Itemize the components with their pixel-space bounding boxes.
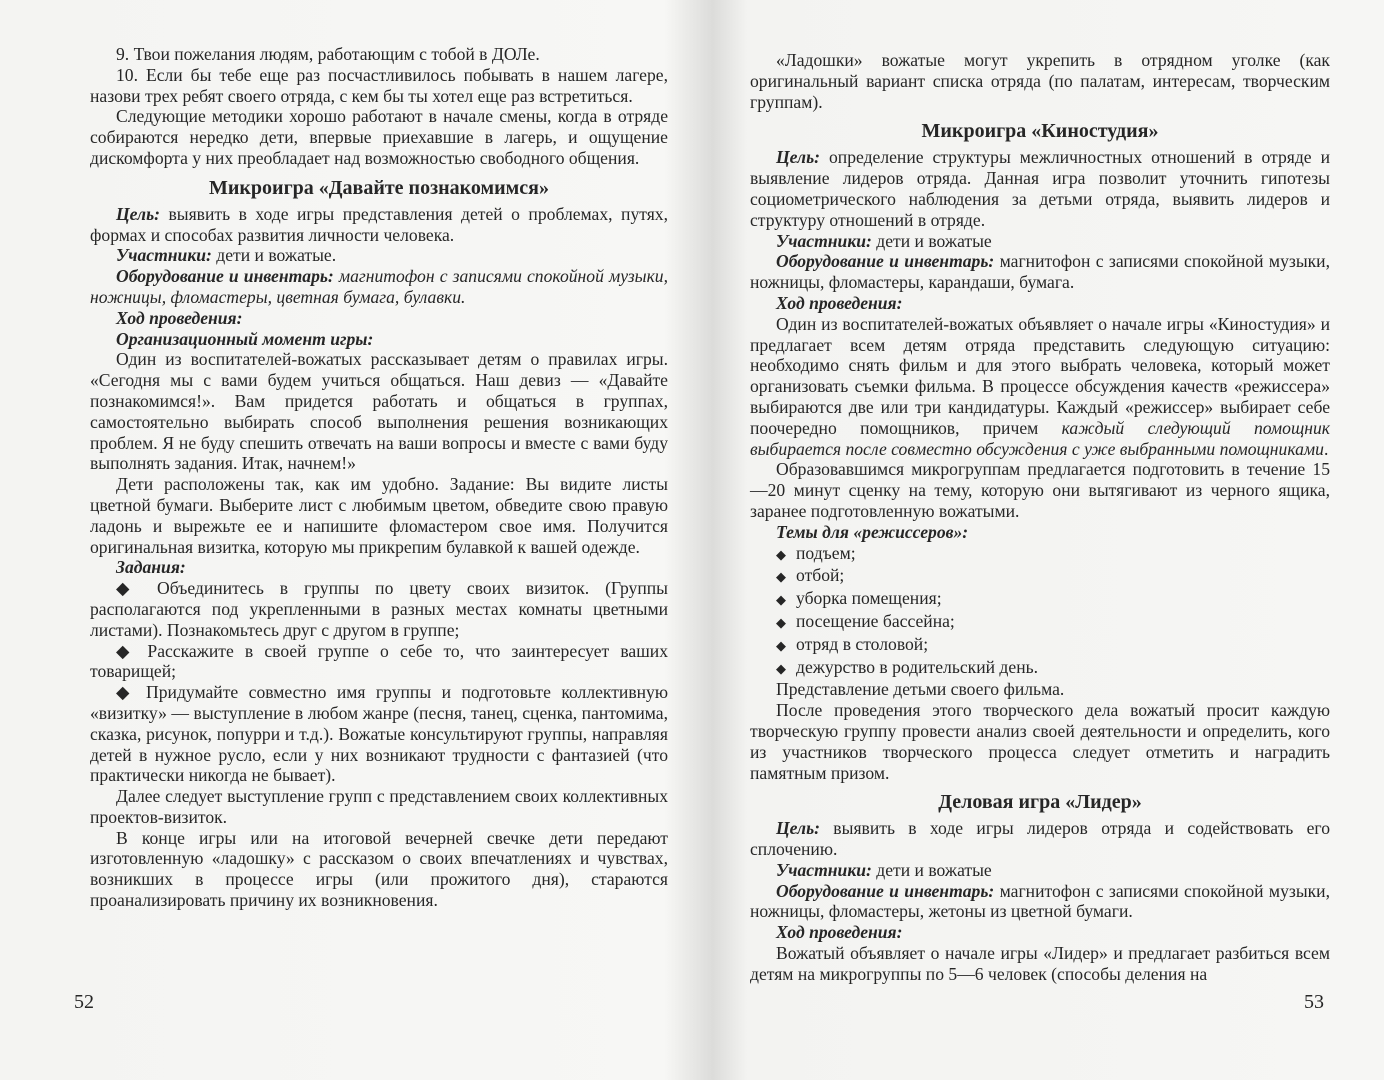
equipment-label: Оборудование и инвентарь: [116, 266, 334, 287]
participants-paragraph [750, 231, 1330, 252]
theme-item [750, 588, 1330, 611]
bullet-icon: ◆ [776, 546, 786, 562]
task-item [90, 641, 668, 683]
question-10: 10. Если бы тебе еще раз посчастливилось побывать в нашем лагере, назови трех ребят своего отряда, с кем бы ты хотел еще раз встретиться. [90, 64, 668, 106]
presentation-paragraph: Представление детьми своего фильма. [776, 679, 1065, 700]
goal-label: Цель: [116, 203, 160, 224]
theme-text: отбой; [796, 565, 845, 586]
goal-label: Цель: [776, 818, 820, 839]
groups-paragraph: Образовавшимся микрогруппам предлагается подготовить в течение 15—20 минут сценку на тему, которую они вытягивают из черного ящика, заранее подготовленную вожатыми. [750, 459, 1330, 521]
theme-item [750, 657, 1330, 680]
theme-text: посещение бассейна; [796, 610, 955, 631]
after-paragraph: После проведения этого творческого дела вожатый просит каждую творческую группу провести анализ своей деятельности и определить, кого из участников творческого процесса следует отметить и наградить памятным призом. [750, 700, 1330, 783]
theme-item [750, 543, 1330, 566]
participants-label: Участники: [776, 230, 872, 251]
participants-text: дети и вожатые [871, 859, 992, 880]
participants-paragraph [750, 860, 1330, 881]
participants-text: дети и вожатые [871, 230, 992, 251]
right-page-text [750, 50, 1330, 985]
right-page [694, 0, 1384, 1080]
goal-text: определение структуры межличностных отношений в отряде и выявление лидеров отряда. Данная игра позволит уточнить гипотезы социометрического наблюдения за детьми отряда, выявить лидеров и структуру отношений в отряде. [750, 147, 1330, 230]
goal-paragraph [750, 147, 1330, 230]
tasks-label: Задания: [116, 557, 186, 578]
participants-paragraph [90, 245, 668, 266]
bullet-icon: ◆ [776, 637, 786, 653]
equipment-paragraph [750, 251, 1330, 293]
goal-paragraph [90, 204, 668, 246]
methods-paragraph: Следующие методики хорошо работают в начале смены, когда в отряде собираются нередко дети, впервые приехавшие в лагерь, и ощущение дискомфорта у них преобладает над возможностью свободного общения. [90, 106, 668, 168]
theme-text: дежурство в родительский день. [796, 656, 1039, 677]
task-text: Объединитесь в группы по цвету своих визиток. (Группы располагаются под укрепленными в разных местах комнаты цветными листами). Познакомьтесь друг с другом в группе; [90, 578, 669, 640]
equipment-text: магнитофон с записями спокойной музыки, ножницы, фломастеры, цветная бумага, булавки. [90, 266, 668, 307]
left-page-text [90, 44, 668, 911]
equipment-label: Оборудование и инвентарь: [776, 251, 995, 272]
bullet-icon: ◆ [776, 614, 786, 630]
task-text: Придумайте совместно имя группы и подготовьте коллективную «визитку» — выступление в любом жанре (песня, танец, сценка, пантомима, сказка, рисунок, попурри и т.д.). Вожатые консультируют группы, направляя детей в нужное русло, если у них возникают трудности с фантазией (что практически никогда не бывает). [90, 682, 668, 786]
theme-item [750, 565, 1330, 588]
page-number-right: 53 [1304, 991, 1324, 1013]
equipment-text: магнитофон с записями спокойной музыки, ножницы, фломастеры, жетоны из цветной бумаги. [750, 880, 1330, 922]
bullet-icon: ◆ [116, 578, 142, 599]
equipment-text: магнитофон с записями спокойной музыки, ножницы, фломастеры, карандаши, бумага. [750, 251, 1330, 293]
equipment-paragraph [90, 266, 668, 308]
goal-text: выявить в ходе игры лидеров отряда и содействовать его сплочению. [750, 818, 1330, 860]
bullet-icon: ◆ [116, 682, 136, 703]
procedure-text: Один из воспитателей-вожатых объявляет о начале игры «Киностудия» и предлагает всем детям отряда представить следующую ситуацию: необходимо снять фильм и для этого выбрать человека, который может организовать съемки фильма. В процессе обсуждения качеств «режиссера» выбираются две или три кандидатуры. Каждый «режиссер» выбирает себе поочередно помощников, причем [750, 313, 1330, 438]
seating-text: Дети расположены так, как им удобно. Задание: Вы видите листы цветной бумаги. Выберите лист с любимым цветом, обведите свою правую ладонь и вырежьте ее и напишите фломастером свое имя. Получится оригинальная визитка, которую мы прикрепим булавкой к вашей одежде. [90, 474, 668, 557]
section-title: Деловая игра «Лидер» [938, 791, 1142, 814]
equipment-label: Оборудование и инвентарь: [776, 880, 995, 901]
intro-paragraph: «Ладошки» вожатые могут укрепить в отрядном уголке (как оригинальный вариант списка отряда (по палатам, интересам, творческим группам). [750, 50, 1330, 112]
after-text: Далее следует выступление групп с представлением своих коллективных проектов-визиток. [90, 786, 668, 827]
participants-label: Участники: [776, 859, 872, 880]
bullet-icon: ◆ [116, 640, 137, 661]
procedure-paragraph: Один из воспитателей-вожатых объявляет о начале игры «Киностудия» и предлагает всем детям отряда представить следующую ситуацию: необходимо снять фильм и для этого выбрать человека, который может организовать съемки фильма. В процессе обсуждения качеств «режиссера» выбираются две или три кандидатуры. Каждый «режиссер» выбирает себе поочередно помощников, причем каждый следующий помощник выбирается после совместно обсуждения с уже выбранными помощниками. [750, 313, 1330, 459]
end-text: В конце игры или на итоговой вечерней свечке дети передают изготовленную «ладошку» с рассказом о своих впечатлениях и чувствах, возникших в процессе игры (или прожитого дня), стараются проанализировать причину их возникновения. [90, 827, 668, 911]
procedure-italic: каждый следующий помощник выбирается после совместно обсуждения с уже выбранными помощниками [750, 417, 1330, 459]
org-moment-label: Организационный момент игры: [116, 328, 374, 349]
procedure-paragraph: Вожатый объявляет о начале игры «Лидер» и предлагает разбиться всем детям на микрогруппы по 5—6 человек (способы деления на [750, 943, 1330, 984]
theme-item [750, 634, 1330, 657]
participants-text: дети и вожатые. [211, 245, 337, 266]
bullet-icon: ◆ [776, 660, 786, 676]
procedure-label: Ход проведения: [776, 292, 903, 313]
goal-text: выявить в ходе игры представления детей о проблемах, путях, формах и способах развития личности человека. [90, 203, 668, 245]
org-moment-text: Один из воспитателей-вожатых рассказывает детям о правилах игры. «Сегодня мы с вами будем учиться общаться. Наш девиз — «Давайте познакомимся!». Вам придется работать и общаться в группах, самостоятельно выбирать способ выполнения решения возникающих проблем. Я не буду спешить отвечать на ваши вопросы и вместе с вами буду выполнять задания. Итак, начнем!» [90, 349, 668, 474]
task-item [90, 682, 668, 786]
theme-text: подъем; [796, 542, 856, 563]
procedure-label: Ход проведения: [116, 307, 243, 328]
page-number-left: 52 [74, 991, 94, 1013]
goal-label: Цель: [776, 147, 820, 168]
theme-item [750, 611, 1330, 634]
question-9: 9. Твои пожелания людям, работающим с тобой в ДОЛе. [116, 44, 540, 64]
task-item [90, 578, 668, 640]
theme-text: уборка помещения; [796, 588, 942, 609]
participants-label: Участники: [116, 245, 212, 266]
section-title: Микроигра «Давайте познакомимся» [209, 176, 549, 199]
goal-paragraph [750, 818, 1330, 860]
theme-text: отряд в столовой; [796, 633, 929, 654]
equipment-paragraph [750, 881, 1330, 923]
themes-label: Темы для «режиссеров»: [776, 521, 969, 542]
bullet-icon: ◆ [776, 569, 786, 585]
task-text: Расскажите в своей группе о себе то, что заинтересует ваших товарищей; [90, 640, 669, 682]
bullet-icon: ◆ [776, 592, 786, 608]
left-page [0, 0, 690, 1080]
procedure-label: Ход проведения: [776, 922, 903, 943]
section-title: Микроигра «Киностудия» [921, 120, 1159, 143]
